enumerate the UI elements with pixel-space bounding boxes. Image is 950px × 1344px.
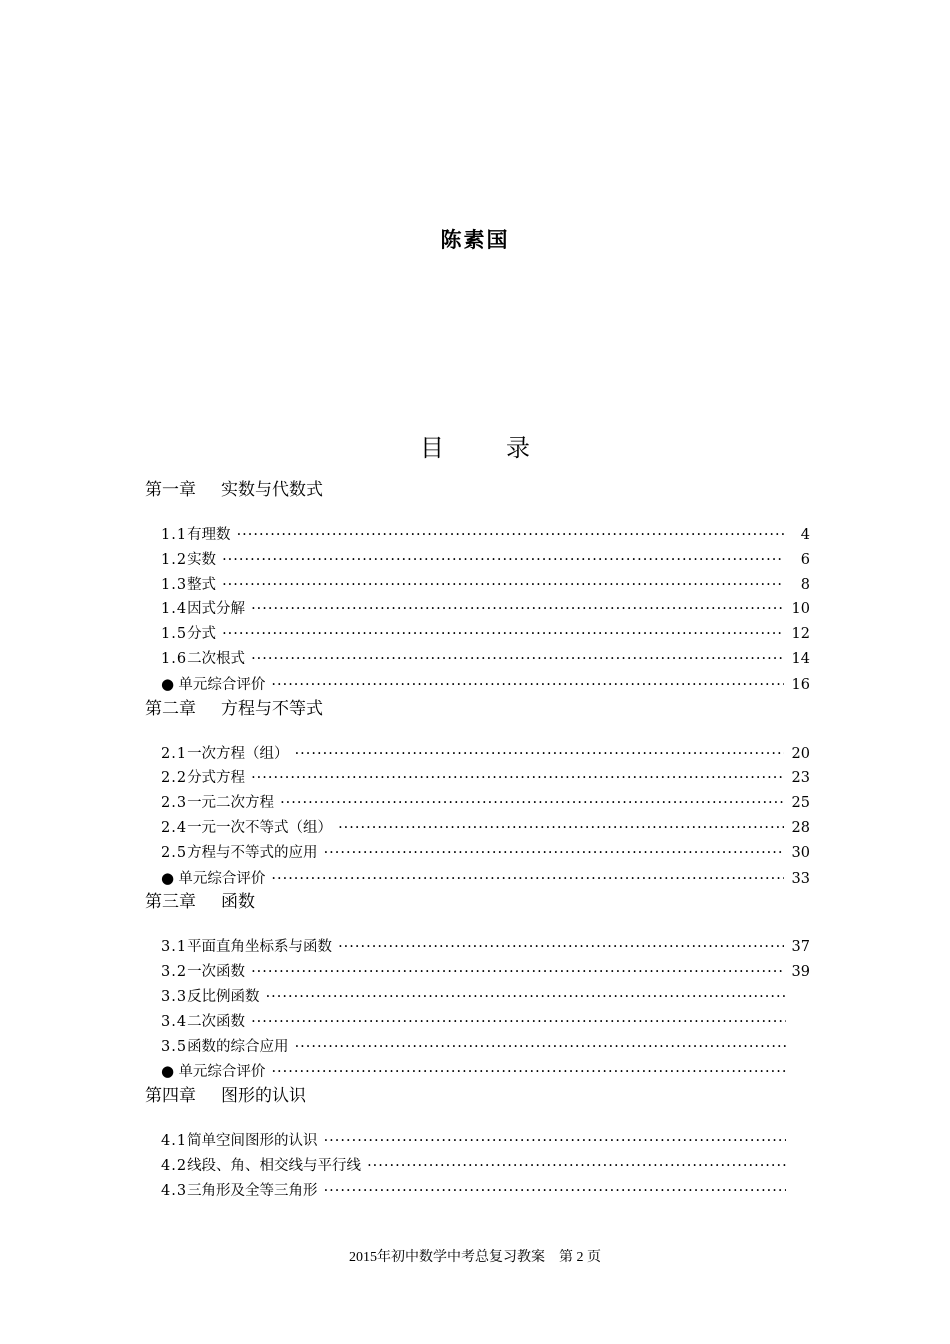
page-number: 6 bbox=[800, 551, 810, 568]
section-number: 3.1 bbox=[161, 939, 188, 956]
page-number: 30 bbox=[791, 844, 810, 861]
chapter-number: 第四章 bbox=[145, 1086, 196, 1107]
toc-entry[interactable] bbox=[145, 841, 810, 866]
dot-leader bbox=[271, 1060, 786, 1085]
dot-leader bbox=[338, 816, 784, 841]
section-number: 4.3 bbox=[161, 1182, 188, 1199]
page-number: 37 bbox=[791, 939, 810, 956]
dot-leader bbox=[266, 985, 786, 1010]
section-title: 简单空间图形的认识 bbox=[187, 1133, 318, 1150]
dot-leader bbox=[251, 597, 784, 622]
section-title: 一次函数 bbox=[187, 964, 246, 981]
dot-leader bbox=[324, 1129, 786, 1154]
dot-leader bbox=[295, 1035, 786, 1060]
toc-entry[interactable] bbox=[145, 672, 810, 697]
toc-entry[interactable] bbox=[145, 647, 810, 672]
dot-leader bbox=[222, 548, 784, 573]
section-number: 2.1 bbox=[161, 745, 188, 762]
dot-leader bbox=[251, 647, 784, 672]
page-number: 12 bbox=[791, 626, 810, 643]
section-title: 平面直角坐标系与函数 bbox=[187, 939, 333, 956]
table-of-contents bbox=[145, 478, 810, 1204]
dot-leader bbox=[324, 841, 784, 866]
section-number: 3.5 bbox=[161, 1038, 188, 1055]
dot-leader bbox=[251, 766, 784, 791]
dot-leader bbox=[222, 573, 784, 598]
page-number: 10 bbox=[791, 601, 810, 618]
section-title: 单元综合评价 bbox=[178, 870, 266, 887]
toc-entry[interactable] bbox=[145, 1059, 810, 1084]
section-title: 单元综合评价 bbox=[178, 676, 266, 693]
section-title: 实数 bbox=[187, 551, 217, 568]
toc-heading bbox=[0, 428, 950, 463]
dot-leader bbox=[251, 1010, 786, 1035]
chapter-title: 方程与不等式 bbox=[221, 698, 323, 719]
toc-entry[interactable] bbox=[145, 816, 810, 841]
section-number: 4.2 bbox=[161, 1157, 188, 1174]
section-title: 反比例函数 bbox=[187, 988, 260, 1005]
page-number: 33 bbox=[791, 870, 810, 887]
page-number: 28 bbox=[791, 819, 810, 836]
section-number: 3.3 bbox=[161, 988, 188, 1005]
bullet-icon: ● bbox=[161, 868, 175, 887]
toc-entry[interactable] bbox=[145, 1035, 810, 1060]
section-title: 二次根式 bbox=[187, 650, 246, 667]
dot-leader bbox=[237, 523, 784, 548]
toc-heading-left: 目 bbox=[420, 434, 444, 462]
bullet-icon: ● bbox=[161, 1062, 175, 1081]
toc-entry[interactable] bbox=[145, 935, 810, 960]
section-title: 因式分解 bbox=[187, 601, 246, 618]
chapter-heading bbox=[145, 1084, 810, 1109]
toc-entry[interactable] bbox=[145, 960, 810, 985]
section-title: 三角形及全等三角形 bbox=[187, 1182, 318, 1199]
dot-leader bbox=[324, 1179, 786, 1204]
page-number: 16 bbox=[791, 676, 810, 693]
section-number: 1.4 bbox=[161, 601, 188, 618]
section-title: 线段、角、相交线与平行线 bbox=[187, 1157, 362, 1174]
dot-leader bbox=[280, 791, 784, 816]
chapter-heading bbox=[145, 697, 810, 722]
section-title: 单元综合评价 bbox=[178, 1064, 266, 1081]
toc-entry[interactable] bbox=[145, 742, 810, 767]
page-number: 39 bbox=[791, 964, 810, 981]
section-number: 4.1 bbox=[161, 1133, 188, 1150]
toc-entry[interactable] bbox=[145, 791, 810, 816]
toc-entry[interactable] bbox=[145, 1010, 810, 1035]
section-title: 一元一次不等式（组） bbox=[187, 819, 333, 836]
dot-leader bbox=[251, 960, 784, 985]
chapter-number: 第三章 bbox=[145, 892, 196, 913]
page-footer: 2015年初中数学中考总复习教案 第 2 页 bbox=[349, 1250, 601, 1265]
toc-entry[interactable] bbox=[145, 1129, 810, 1154]
toc-entry[interactable] bbox=[145, 523, 810, 548]
dot-leader bbox=[271, 867, 784, 892]
section-number: 1.3 bbox=[161, 576, 188, 593]
toc-entry[interactable] bbox=[145, 1179, 810, 1204]
dot-leader bbox=[295, 742, 784, 767]
section-number: 1.1 bbox=[161, 527, 188, 543]
toc-entry[interactable] bbox=[145, 985, 810, 1010]
toc-entry[interactable] bbox=[145, 597, 810, 622]
section-title: 二次函数 bbox=[187, 1013, 246, 1030]
chapter-title: 图形的认识 bbox=[221, 1086, 306, 1107]
section-title: 函数的综合应用 bbox=[187, 1038, 289, 1055]
dot-leader bbox=[367, 1154, 786, 1179]
page-number: 25 bbox=[791, 795, 810, 812]
section-number: 1.2 bbox=[161, 551, 188, 568]
toc-entry[interactable] bbox=[145, 622, 810, 647]
page-number: 20 bbox=[791, 745, 810, 762]
chapter-heading bbox=[145, 478, 810, 503]
chapter-title: 函数 bbox=[221, 892, 255, 913]
dot-leader bbox=[271, 673, 784, 698]
dot-leader bbox=[338, 935, 784, 960]
toc-heading-right: 录 bbox=[506, 434, 530, 462]
page-number: 14 bbox=[791, 650, 810, 667]
section-number: 3.4 bbox=[161, 1013, 188, 1030]
chapter-number: 第二章 bbox=[145, 698, 196, 719]
chapter-number: 第一章 bbox=[145, 480, 196, 500]
section-title: 一元二次方程 bbox=[187, 795, 275, 812]
toc-entry[interactable] bbox=[145, 573, 810, 598]
section-title: 分式 bbox=[187, 626, 217, 643]
author-name: 陈素国 bbox=[440, 228, 510, 252]
section-number: 2.5 bbox=[161, 844, 188, 861]
section-number: 1.6 bbox=[161, 650, 188, 667]
chapter-heading bbox=[145, 890, 810, 915]
toc-entry[interactable] bbox=[145, 866, 810, 891]
bullet-icon: ● bbox=[161, 674, 175, 693]
page-number: 8 bbox=[800, 576, 810, 593]
section-title: 整式 bbox=[187, 576, 217, 593]
section-title: 有理数 bbox=[187, 527, 231, 543]
section-number: 2.4 bbox=[161, 819, 188, 836]
chapter-title: 实数与代数式 bbox=[221, 480, 323, 500]
toc-entry[interactable] bbox=[145, 766, 810, 791]
section-number: 2.3 bbox=[161, 795, 188, 812]
dot-leader bbox=[222, 622, 784, 647]
section-title: 方程与不等式的应用 bbox=[187, 844, 318, 861]
toc-entry[interactable] bbox=[145, 1154, 810, 1179]
section-title: 分式方程 bbox=[187, 770, 246, 787]
section-number: 3.2 bbox=[161, 964, 188, 981]
page-number: 23 bbox=[791, 770, 810, 787]
toc-entry[interactable] bbox=[145, 548, 810, 573]
page-number: 4 bbox=[800, 527, 810, 543]
section-number: 2.2 bbox=[161, 770, 188, 787]
section-title: 一次方程（组） bbox=[187, 745, 289, 762]
section-number: 1.5 bbox=[161, 626, 188, 643]
